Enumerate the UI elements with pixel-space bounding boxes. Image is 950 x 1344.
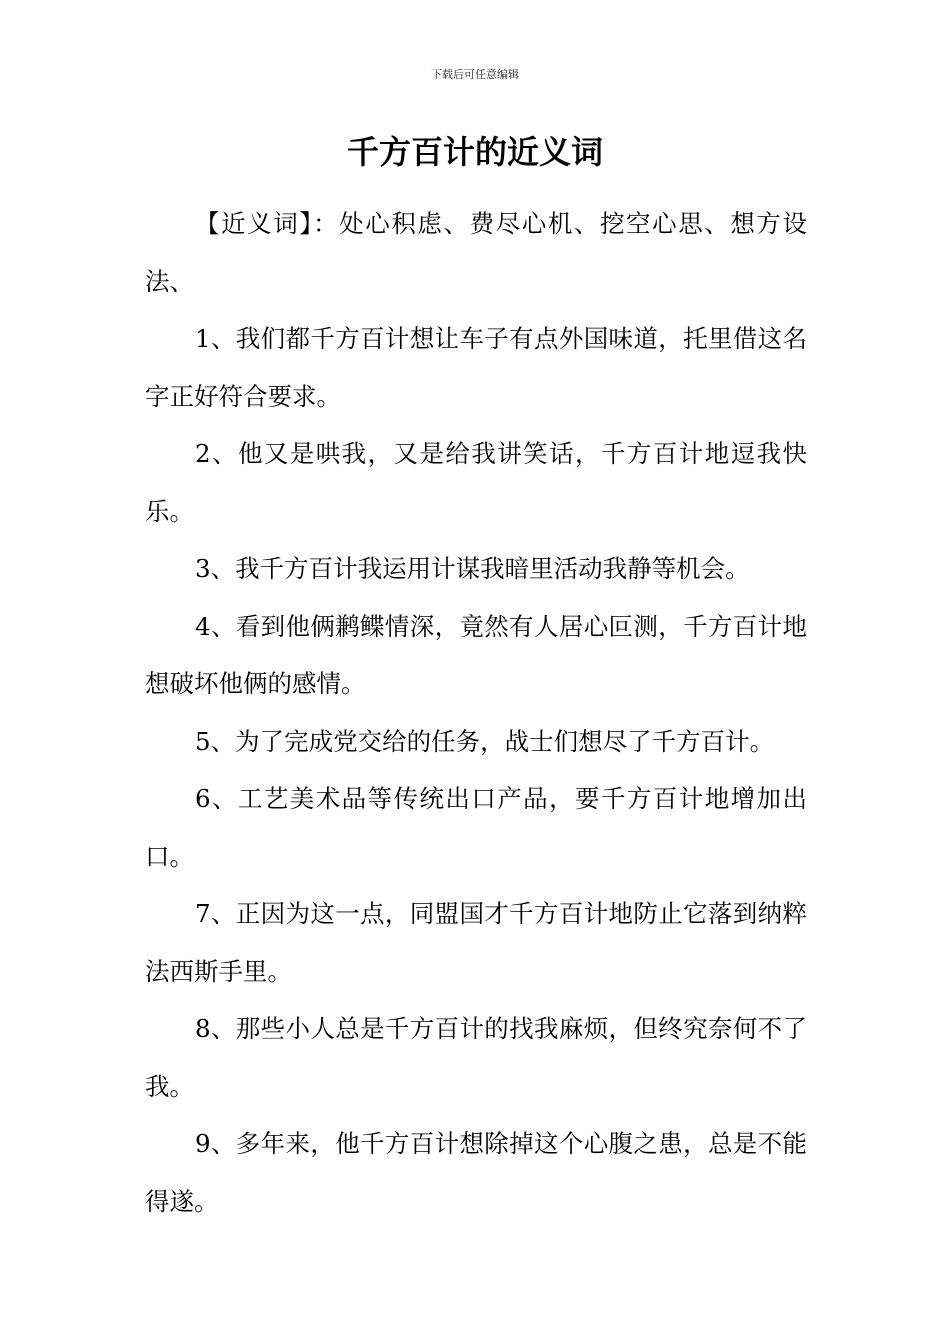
example-sentence-3: 3、我千方百计我运用计谋我暗里活动我静等机会。 xyxy=(195,554,750,583)
example-sentence-2: 2、他又是哄我，又是给我讲笑话，千方百计地逗我快乐。 xyxy=(145,439,807,526)
page-title: 千方百计的近义词 xyxy=(346,133,603,171)
example-sentence-6: 6、工艺美术品等传统出口产品，要千方百计地增加出口。 xyxy=(145,784,807,871)
example-sentence-1: 1、我们都千方百计想让车子有点外国味道，托里借这名字正好符合要求。 xyxy=(145,324,807,411)
example-sentence-4: 4、看到他俩鹣鲽情深，竟然有人居心叵测，千方百计地想破坏他俩的感情。 xyxy=(145,611,807,698)
example-sentence-9: 9、多年来，他千方百计想除掉这个心腹之患，总是不能得遂。 xyxy=(145,1129,807,1216)
example-sentence-7: 7、正因为这一点，同盟国才千方百计地防止它落到纳粹法西斯手里。 xyxy=(145,899,807,986)
example-sentence-5: 5、为了完成党交给的任务，战士们想尽了千方百计。 xyxy=(195,726,775,756)
synonyms-paragraph: 【近义词】：处心积虑、费尽心机、挖空心思、想方设法、 xyxy=(145,209,807,296)
document-body xyxy=(145,195,807,1230)
header-note: 下载后可任意编辑 xyxy=(431,68,519,81)
example-sentence-8: 8、那些小人总是千方百计的找我麻烦，但终究奈何不了我。 xyxy=(145,1014,807,1101)
